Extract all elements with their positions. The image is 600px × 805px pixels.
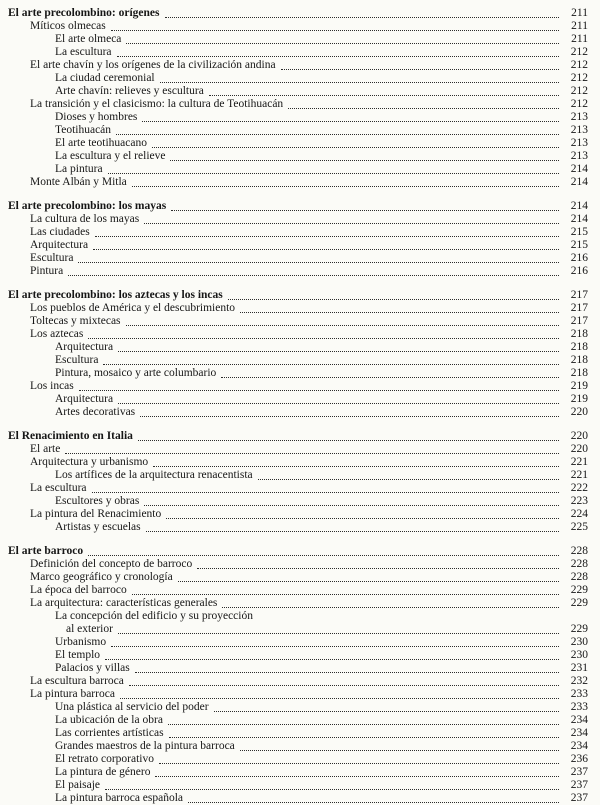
toc-page-number: 217: [570, 302, 588, 314]
leader-dots-icon: [111, 645, 559, 647]
toc-entry: [8, 20, 588, 33]
toc-entry: [8, 393, 588, 406]
toc-entry-label: Urbanismo: [55, 636, 107, 648]
toc-entry-label: El paisaje: [55, 779, 101, 791]
toc-page-number: 217: [570, 289, 588, 301]
toc-entry: [8, 714, 588, 727]
toc-page-number: 213: [570, 137, 588, 149]
toc-entry: [8, 213, 588, 226]
toc-entry-label: Las ciudades: [30, 226, 90, 238]
toc-page-number: 233: [570, 701, 588, 713]
toc-entry-label: Una plástica al servicio del poder: [55, 701, 209, 713]
toc-page-number: 216: [570, 252, 588, 264]
toc-entry: [8, 508, 588, 521]
toc-entry-label: El arte teotihuacano: [55, 137, 147, 149]
leader-dots-icon: [144, 504, 559, 506]
leader-dots-icon: [93, 248, 559, 250]
toc-entry-label: El arte precolombino: los aztecas y los incas: [8, 289, 223, 301]
toc-entry: [8, 252, 588, 265]
toc-entry: [8, 354, 588, 367]
toc-entry: [8, 176, 588, 189]
toc-page-number: 232: [570, 675, 588, 687]
toc-entry: [8, 265, 588, 278]
toc-entry-label: La pintura de género: [55, 766, 151, 778]
leader-dots-icon: [118, 402, 559, 404]
leader-dots-icon: [152, 146, 559, 148]
toc-entry: [8, 328, 588, 341]
leader-dots-icon: [240, 311, 559, 313]
toc-entry: [8, 315, 588, 328]
toc-page-number: 231: [570, 662, 588, 674]
toc-entry-label: El templo: [55, 649, 101, 661]
toc-page-number: 218: [570, 354, 588, 366]
leader-dots-icon: [108, 172, 559, 174]
toc-page-number: 236: [570, 753, 588, 765]
toc-entry-label: La época del barroco: [30, 584, 127, 596]
toc-entry-label: Los artífices de la arquitectura renacentista: [55, 469, 253, 481]
leader-dots-icon: [146, 530, 559, 532]
leader-dots-icon: [120, 697, 559, 699]
leader-dots-icon: [188, 801, 559, 803]
toc-entry: [8, 688, 588, 701]
toc-page-number: 228: [570, 571, 588, 583]
toc-entry-label: Teotihuacán: [55, 124, 112, 136]
toc-entry-label: Los incas: [30, 380, 74, 392]
toc-entry-label: Escultura: [55, 354, 99, 366]
toc-entry: [8, 469, 588, 482]
toc-entry-label: El arte barroco: [8, 545, 84, 557]
toc-entry-label: Arquitectura: [30, 239, 89, 251]
leader-dots-icon: [171, 209, 559, 211]
toc-entry-label: Pintura: [30, 265, 64, 277]
leader-dots-icon: [228, 298, 559, 300]
toc-section: [8, 545, 588, 805]
toc-entry-label: La pintura barroca española: [55, 792, 184, 804]
toc-entry-label: La pintura del Renacimiento: [30, 508, 162, 520]
toc-page-number: 237: [570, 792, 588, 804]
toc-entry: [8, 521, 588, 534]
toc-entry-label: Arte chavín: relieves y escultura: [55, 85, 204, 97]
leader-dots-icon: [126, 42, 559, 44]
toc-entry-label: La arquitectura: características generales: [30, 597, 218, 609]
toc-entry: [8, 545, 588, 558]
toc-entry: [8, 124, 588, 137]
toc-page-number: 213: [570, 111, 588, 123]
toc-entry: [8, 430, 588, 443]
toc-entry: [8, 200, 588, 213]
toc-entry-label: Grandes maestros de la pintura barroca: [55, 740, 235, 752]
toc-entry-label: El arte precolombino: los mayas: [8, 200, 167, 212]
toc-entry: [8, 226, 588, 239]
toc-entry-label: Artes decorativas: [55, 406, 136, 418]
toc-entry: [8, 443, 588, 456]
toc-entry-label: Arquitectura: [55, 341, 114, 353]
leader-dots-icon: [209, 94, 559, 96]
toc-page-number: 221: [570, 456, 588, 468]
toc-entry-label: La cultura de los mayas: [30, 213, 140, 225]
toc-entry: [8, 571, 588, 584]
toc-entry: [8, 675, 588, 688]
toc-entry-label: Arquitectura: [55, 393, 114, 405]
toc-entry: [8, 46, 588, 59]
toc-page-number: 213: [570, 124, 588, 136]
toc-page-number: 237: [570, 779, 588, 791]
leader-dots-icon: [140, 415, 559, 417]
toc-entry-label: La escultura: [55, 46, 112, 58]
leader-dots-icon: [258, 478, 559, 480]
toc-page-number: 218: [570, 341, 588, 353]
leader-dots-icon: [160, 81, 559, 83]
toc-entry: [8, 406, 588, 419]
toc-entry-label: La ubicación de la obra: [55, 714, 163, 726]
toc-page-number: 220: [570, 443, 588, 455]
toc-entry-label: El arte olmeca: [55, 33, 122, 45]
leader-dots-icon: [153, 465, 559, 467]
toc-entry: [8, 636, 588, 649]
toc-page-number: 221: [570, 469, 588, 481]
toc-entry-label: Marco geográfico y cronología: [30, 571, 173, 583]
toc-entry-label: La transición y el clasicismo: la cultura de Teotihuacán: [30, 98, 284, 110]
toc-page-number: 220: [570, 406, 588, 418]
toc-page-number: 228: [570, 545, 588, 557]
toc-entry: [8, 456, 588, 469]
toc-page-number: 230: [570, 636, 588, 648]
toc-section: [8, 430, 588, 534]
leader-dots-icon: [105, 658, 559, 660]
leader-dots-icon: [166, 517, 559, 519]
toc-entry: [8, 7, 588, 20]
leader-dots-icon: [132, 593, 559, 595]
toc-page-number: 219: [570, 393, 588, 405]
toc-entry-label: Definición del concepto de barroco: [30, 558, 193, 570]
toc-entry-label: Toltecas y mixtecas: [30, 315, 121, 327]
toc-page-number: 212: [570, 98, 588, 110]
toc-page-number: 225: [570, 521, 588, 533]
toc-entry: [8, 766, 588, 779]
toc-entry: [8, 98, 588, 111]
leader-dots-icon: [165, 16, 560, 18]
leader-dots-icon: [168, 723, 559, 725]
toc-entry-label: Escultura: [30, 252, 74, 264]
leader-dots-icon: [240, 749, 559, 751]
toc-entry-label: Escultores y obras: [55, 495, 140, 507]
toc-entry-label: Palacios y villas: [55, 662, 130, 674]
toc-entry: [8, 740, 588, 753]
toc-entry-label: La escultura: [30, 482, 87, 494]
toc-entry-label: El arte: [30, 443, 61, 455]
toc-entry-label: Pintura, mosaico y arte columbario: [55, 367, 217, 379]
toc-entry-label: Monte Albán y Mitla: [30, 176, 127, 188]
leader-dots-icon: [159, 762, 559, 764]
toc-page-number: 212: [570, 72, 588, 84]
toc-page-number: 212: [570, 85, 588, 97]
toc-entry: [8, 33, 588, 46]
leader-dots-icon: [103, 363, 559, 365]
toc-page-number: 223: [570, 495, 588, 507]
toc-entry: [8, 111, 588, 124]
leader-dots-icon: [170, 159, 559, 161]
toc-entry-label: El arte precolombino: orígenes: [8, 7, 160, 19]
leader-dots-icon: [135, 671, 559, 673]
leader-dots-icon: [105, 788, 559, 790]
toc-page-number: 234: [570, 740, 588, 752]
toc-entry: [8, 649, 588, 662]
toc-entry-label: Los aztecas: [30, 328, 84, 340]
toc-entry: [8, 610, 588, 623]
toc-entry: [8, 482, 588, 495]
toc-entry: [8, 753, 588, 766]
leader-dots-icon: [126, 324, 559, 326]
toc-entry-label: La escultura y el relieve: [55, 150, 166, 162]
toc-entry-label: El arte chavín y los orígenes de la civilización andina: [30, 59, 276, 71]
toc-entry: [8, 727, 588, 740]
leader-dots-icon: [129, 684, 559, 686]
leader-dots-icon: [222, 606, 559, 608]
toc-page-number: 229: [570, 584, 588, 596]
toc-page-number: 211: [571, 20, 588, 32]
leader-dots-icon: [111, 29, 559, 31]
toc-page-number: 230: [570, 649, 588, 661]
toc-page-number: 215: [570, 239, 588, 251]
toc-section: [8, 7, 588, 189]
leader-dots-icon: [288, 107, 559, 109]
leader-dots-icon: [78, 261, 559, 263]
toc-page-number: 215: [570, 226, 588, 238]
toc-section: [8, 289, 588, 419]
toc-entry: [8, 59, 588, 72]
toc-page-number: 234: [570, 714, 588, 726]
toc-entry: [8, 163, 588, 176]
toc-page-number: 234: [570, 727, 588, 739]
toc-entry: [8, 72, 588, 85]
toc-page-number: 217: [570, 315, 588, 327]
leader-dots-icon: [117, 55, 559, 57]
toc-entry: [8, 302, 588, 315]
toc-entry-label: Los pueblos de América y el descubrimiento: [30, 302, 236, 314]
toc-entry: [8, 367, 588, 380]
toc-page-number: 229: [570, 597, 588, 609]
leader-dots-icon: [68, 274, 559, 276]
toc-entry-label: El Renacimiento en Italia: [8, 430, 133, 442]
toc-entry-label: La pintura: [55, 163, 103, 175]
toc-entry: [8, 558, 588, 571]
toc-entry: [8, 779, 588, 792]
toc-entry-label: Arquitectura y urbanismo: [30, 456, 149, 468]
toc-entry: [8, 662, 588, 675]
toc-entry-label: La pintura barroca: [30, 688, 115, 700]
toc-entry: [8, 85, 588, 98]
toc-entry: [8, 701, 588, 714]
leader-dots-icon: [138, 439, 559, 441]
toc-page-number: 216: [570, 265, 588, 277]
toc-page-number: 212: [570, 59, 588, 71]
toc-entry: [8, 380, 588, 393]
toc-entry: [8, 239, 588, 252]
toc-page-number: 214: [570, 176, 588, 188]
toc-page-number: 218: [570, 328, 588, 340]
leader-dots-icon: [281, 68, 559, 70]
leader-dots-icon: [88, 554, 559, 556]
toc-entry-label: Dioses y hombres: [55, 111, 138, 123]
toc-entry-label: Míticos olmecas: [30, 20, 106, 32]
toc-page-number: 224: [570, 508, 588, 520]
toc-page-number: 228: [570, 558, 588, 570]
toc-page-number: 214: [570, 213, 588, 225]
leader-dots-icon: [95, 235, 559, 237]
leader-dots-icon: [79, 389, 559, 391]
leader-dots-icon: [178, 580, 559, 582]
toc-entry-label: Artistas y escuelas: [55, 521, 141, 533]
leader-dots-icon: [142, 120, 559, 122]
toc-page-number: 220: [570, 430, 588, 442]
toc-page-number: 211: [571, 7, 588, 19]
toc-entry: [8, 597, 588, 610]
toc-page-number: 212: [570, 46, 588, 58]
toc-page-number: 211: [571, 33, 588, 45]
toc-entry: [8, 341, 588, 354]
toc-page-number: 222: [570, 482, 588, 494]
leader-dots-icon: [132, 185, 559, 187]
toc-entry: [8, 584, 588, 597]
toc-entry-label: El retrato corporativo: [55, 753, 154, 765]
toc-section: [8, 200, 588, 278]
toc-page-number: 214: [570, 200, 588, 212]
toc-entry: [8, 289, 588, 302]
toc-entry-label: Las corrientes artísticas: [55, 727, 164, 739]
toc-entry: [8, 495, 588, 508]
leader-dots-icon: [92, 491, 559, 493]
toc-entry: [8, 137, 588, 150]
leader-dots-icon: [221, 376, 559, 378]
toc-entry: [8, 623, 588, 636]
leader-dots-icon: [197, 567, 559, 569]
toc-page-number: 213: [570, 150, 588, 162]
leader-dots-icon: [118, 350, 559, 352]
leader-dots-icon: [214, 710, 559, 712]
leader-dots-icon: [88, 337, 559, 339]
toc-entry: [8, 150, 588, 163]
toc-entry-label: al exterior: [66, 623, 113, 635]
leader-dots-icon: [144, 222, 559, 224]
toc-page-number: 233: [570, 688, 588, 700]
leader-dots-icon: [169, 736, 559, 738]
leader-dots-icon: [118, 632, 559, 634]
toc-entry: [8, 792, 588, 805]
toc-page-number: 229: [570, 623, 588, 635]
toc-entry-label: La escultura barroca: [30, 675, 124, 687]
leader-dots-icon: [155, 775, 559, 777]
toc-page-number: 219: [570, 380, 588, 392]
leader-dots-icon: [116, 133, 559, 135]
toc-page-number: 214: [570, 163, 588, 175]
leader-dots-icon: [65, 452, 559, 454]
toc-page-number: 218: [570, 367, 588, 379]
toc-entry-label: La ciudad ceremonial: [55, 72, 155, 84]
toc-entry-label: La concepción del edificio y su proyección: [55, 610, 253, 622]
toc-page-number: 237: [570, 766, 588, 778]
